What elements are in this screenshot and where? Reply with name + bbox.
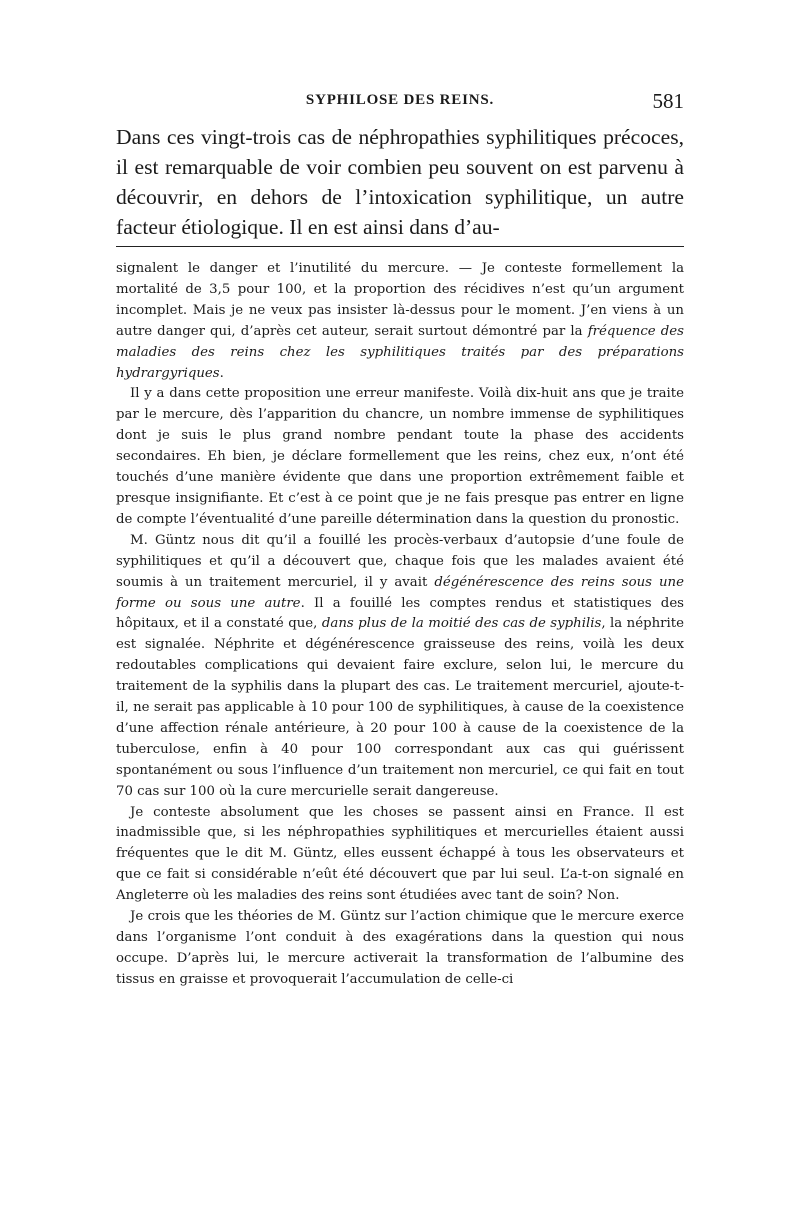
footnote-text: , la néphrite est signalée. Néphrite et dégénérescence graisseuse des reins, voilà les deux redoutables complications qui devaient faire exclure, selon lui, le mercure du traitement de la syphilis dans la plupart des cas. Le traitement mercuriel, ajoute-t-il, ne serait pas applicable à 10 pour 100 de syphilitiques, à cause de la coexistence d’une affection rénale antérieure, à 20 pour 100 à cause de la coexistence de la tuberculose, enfin à 40 pour 100 correspondant aux cas qui guérissent spontanément ou sous l’influence d’un traitement non mercuriel, ce qui fait en tout 70 cas sur 100 où la cure mercurielle serait dangereuse. [116,616,684,799]
page-header [116,89,684,118]
footnote-text: . [219,365,224,381]
footnote-italic: dégénérescence des reins sous une forme ou sous une autre [116,574,684,611]
footnote-block [116,259,684,991]
footnote-italic: dans plus de la moitié des cas de syphilis [321,616,602,632]
page-number: 581 [652,89,684,113]
main-paragraph: Dans ces vingt-trois cas de néphropathies syphilitiques précoces, il est remarquable de voir combien peu souvent on est parvenu à découvrir, en dehors de l’intoxication syphilitique, un autre facteur étiologique. Il en est ainsi dans d’au- [116,125,684,239]
footnote-paragraph-1 [116,259,684,384]
footnote-paragraph-4: Je conteste absolument que les choses se passent ainsi en France. Il est inadmissible que, si les néphropathies syphilitiques et mercurielles étaient aussi fréquentes que le dit M. Güntz, elles eussent échappé à tous les observateurs et que ce fait si considérable n’eût été découvert que par lui seul. L’a-t-on signalé en Angleterre où les maladies des reins sont étudiées avec tant de soin? Non. [116,804,684,904]
footnote-text: signalent le danger et l’inutilité du mercure. — Je conteste formellement la mortalité de 3,5 pour 100, et la proportion des récidives n’est qu’un argument incomplet. Mais je ne veux pas insister là-dessus pour le moment. J’en viens à un autre danger qui, d’après cet auteur, serait surtout démontré par la [116,261,684,339]
footnote-paragraph-2: Il y a dans cette proposition une erreur manifeste. Voilà dix-huit ans que je traite par le mercure, dès l’apparition du chancre, un nombre immense de syphilitiques dont je suis le plus grand nombre pendant toute la phase des accidents secondaires. Eh bien, je déclare formellement que les reins, chez eux, n’ont été touchés d’une manière évidente que dans une proportion extrêmement faible et presque insignifiante. Et c’est à ce point que je ne fais presque pas entrer en ligne de compte l’éventualité d’une pareille détermination dans la question du pronostic. [116,386,684,527]
running-title: SYPHILOSE DES REINS. [305,92,495,108]
footnote-paragraph-3 [116,531,684,803]
footnote-italic: fréquence des maladies des reins chez les syphilitiques traités par des préparations hydrargyriques [116,323,684,381]
footnote-text: M. Güntz nous dit qu’il a fouillé les procès-verbaux d’autopsie d’une foule de syphilitiques et qu’il a découvert que, chaque fois que les malades avaient été soumis à un traitement mercuriel, il y avait [116,532,684,590]
footnote-divider [116,246,684,247]
footnote-paragraph-5: Je crois que les théories de M. Güntz sur l’action chimique que le mercure exerce dans l’organisme l’ont conduit à des exagérations dans la question qui nous occupe. D’après lui, le mercure activerait la transformation de l’albumine des tissus en graisse et provoquerait l’accumulation de celle-ci [116,909,684,987]
footnote-text: . Il a fouillé les comptes rendus et statistiques des hôpitaux, et il a constaté que, [116,595,685,632]
